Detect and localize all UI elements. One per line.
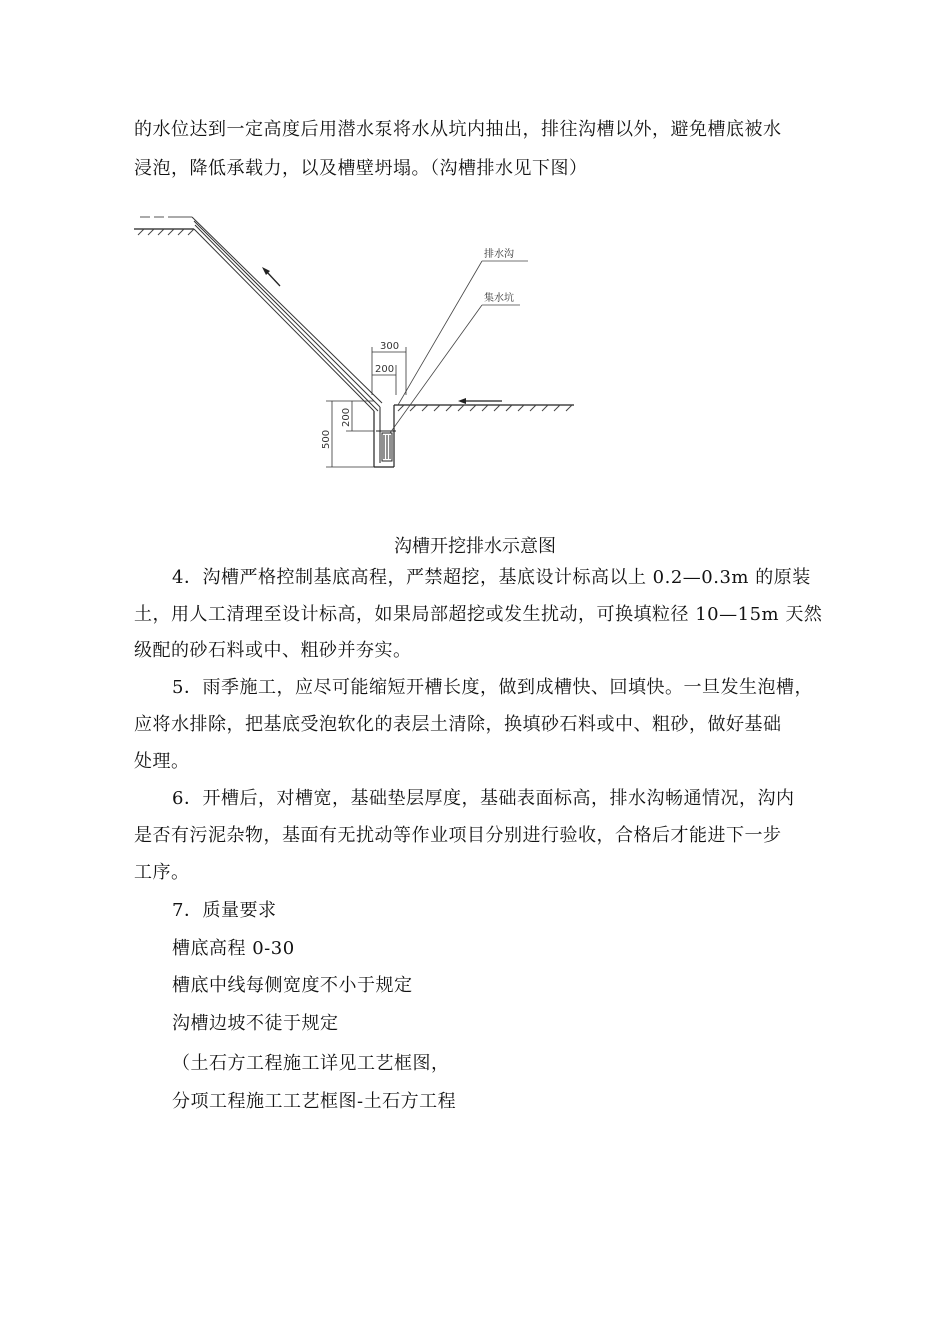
dim-300-label: 300	[380, 341, 400, 352]
item4-line-2: 土，用人工清理至设计标高，如果局部超挖或发生扰动，可换填粒径 10—15m 天然	[134, 604, 823, 625]
intro-line-1: 的水位达到一定高度后用潜水泵将水从坑内抽出，排往沟槽以外，避免槽底被水	[134, 119, 782, 140]
bottom-ground-hatch	[398, 405, 572, 411]
item6-line-1: 6．开槽后，对槽宽，基础垫层厚度，基础表面标高，排水沟畅通情况，沟内	[172, 788, 795, 809]
requirement-4: （土石方工程施工详见工艺框图，	[172, 1053, 450, 1074]
top-ground-hatch	[138, 229, 194, 235]
item5-line-2: 应将水排除，把基底受泡软化的表层土清除，换填砂石料或中、粗砂，做好基础	[134, 714, 782, 735]
intro-line-2: 浸泡，降低承载力，以及槽壁坍塌。（沟槽排水见下图）	[134, 158, 588, 179]
requirement-1: 槽底高程 0-30	[172, 938, 295, 959]
sump-pit	[376, 431, 396, 461]
requirement-3: 沟槽边坡不徒于规定	[172, 1013, 339, 1034]
trench-slope	[192, 217, 382, 411]
slope-flow-arrow	[262, 267, 280, 286]
item4-line-3: 级配的砂石料或中、粗砂并夯实。	[134, 640, 412, 661]
dim-200-top-label: 200	[375, 364, 395, 375]
label-drain-ditch: 排水沟	[484, 249, 514, 260]
trench-drainage-diagram	[128, 205, 588, 485]
label-sump-pit: 集水坑	[484, 293, 514, 304]
item6-line-3: 工序。	[134, 862, 190, 883]
dim-500-label: 500	[321, 429, 332, 449]
item7-title: 7．质量要求	[172, 900, 277, 921]
ground-flow-arrow	[458, 398, 502, 404]
dim-200-side-label: 200	[341, 407, 352, 427]
item4-line-1: 4．沟槽严格控制基底高程，严禁超挖，基底设计标高以上 0.2—0.3m 的原装	[172, 567, 811, 588]
item6-line-2: 是否有污泥杂物，基面有无扰动等作业项目分别进行验收，合格后才能进下一步	[134, 825, 782, 846]
requirement-2: 槽底中线每侧宽度不小于规定	[172, 975, 413, 996]
requirement-5: 分项工程施工工艺框图-土石方工程	[172, 1091, 457, 1112]
item5-line-3: 处理。	[134, 751, 190, 772]
item5-line-1: 5．雨季施工，应尽可能缩短开槽长度，做到成槽快、回填快。一旦发生泡槽，	[172, 677, 813, 698]
diagram-caption: 沟槽开挖排水示意图	[394, 536, 556, 557]
